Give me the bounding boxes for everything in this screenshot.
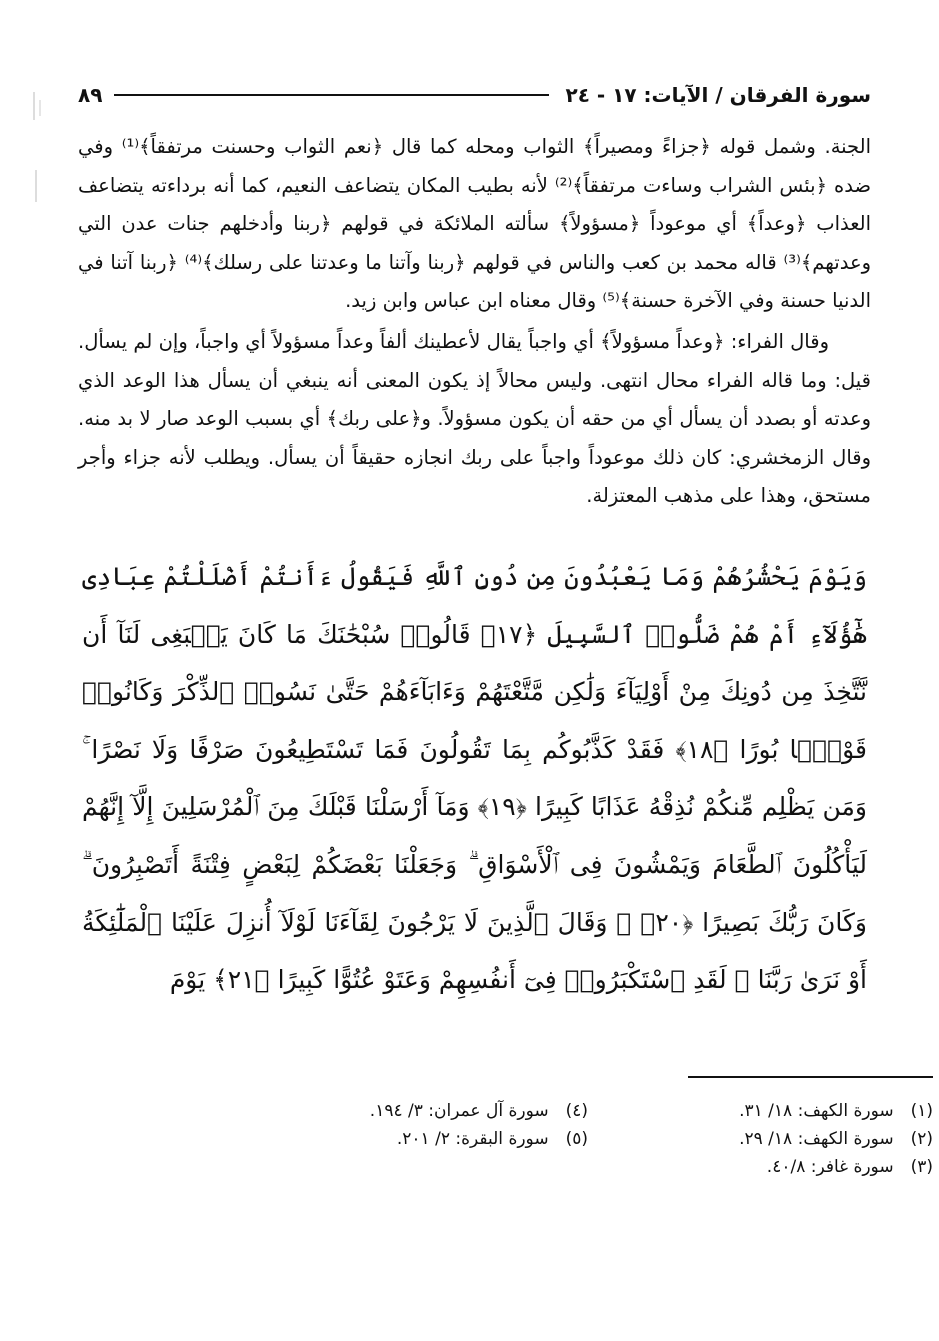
footnote-text: سورة غافر: ٤٠/٨. <box>766 1157 894 1177</box>
footnote-4 <box>288 1097 588 1125</box>
footnote-3 <box>633 1153 933 1181</box>
footnote-5 <box>288 1125 588 1153</box>
footnote-number: (٢) <box>910 1129 933 1149</box>
footnote-2 <box>633 1125 933 1153</box>
commentary-text <box>78 128 871 516</box>
footnote-number: (٤) <box>565 1101 588 1121</box>
running-header <box>78 78 871 112</box>
footnote-text: سورة الكهف: ١٨/ ٣١. <box>739 1101 894 1121</box>
header-title: سورة الفرقان / الآيات: ١٧ - ٢٤ <box>565 83 871 107</box>
footnote-number: (٣) <box>910 1157 933 1177</box>
footnote-separator <box>688 1076 933 1078</box>
header-rule <box>114 94 549 96</box>
footnote-text: سورة البقرة: ٢/ ٢٠١. <box>396 1129 549 1149</box>
footnote-text: سورة الكهف: ١٨/ ٢٩. <box>739 1129 894 1149</box>
footnote-number: (١) <box>910 1101 933 1121</box>
footnote-text: سورة آل عمران: ٣/ ١٩٤. <box>369 1101 549 1121</box>
commentary-paragraph-2: وقال الفراء: ﴿وعداً مسؤولاً﴾ أي واجباً يقال لأعطينك ألفاً وعداً مسؤولاً أي واجباً، وإن لم يسأل. قيل: وما قاله الفراء محال انتهى. وليس محالاً إذ يكون المعنى أنه ينبغي أن يسأل هذا الوعد الذي وعدته أو بصدد أن يسأل أي من حقه أن يكون مسؤولاً. و﴿على ربك﴾ أي بسبب الوعد صار لا بد منه. وقال الزمخشري: كان ذلك موعوداً واجباً على ربك انجازه حقيقاً أن يسأل. ويطلب لأنه جزاء وأجر مستحق، وهذا على مذهب المعتزلة. <box>78 329 871 508</box>
footnote-1 <box>633 1097 933 1125</box>
footnote-number: (٥) <box>565 1129 588 1149</box>
page-number: ٨٩ <box>78 83 103 107</box>
footnotes-right-column <box>633 1097 933 1181</box>
margin-scan-marks <box>30 90 50 210</box>
quran-verses: وَيَوْمَ يَحْشُرُهُمْ وَمَا يَعْبُدُونَ مِن دُونِ ٱللَّهِ فَيَقُولُ ءَأَنتُمْ أَضْلَلْتُمْ عِبَادِى هَٰٓؤُلَآءِ أَمْ هُمْ ضَلُّوا۟ ٱلسَّبِيلَ ﴿١٧﴾ قَالُوا۟ سُبْحَٰنَكَ مَا كَانَ يَنۢبَغِى لَنَآ أَن نَّتَّخِذَ مِن دُونِكَ مِنْ أَوْلِيَآءَ وَلَٰكِن مَّتَّعْتَهُمْ وَءَابَآءَهُمْ حَتَّىٰ نَسُوا۟ ٱلذِّكْرَ وَكَانُوا۟ قَوْمًۢا بُورًا ﴿١٨﴾ فَقَدْ كَذَّبُوكُم بِمَا تَقُولُونَ فَمَا تَسْتَطِيعُونَ صَرْفًا وَلَا نَصْرًا ۚ وَمَن يَظْلِم مِّنكُمْ نُذِقْهُ عَذَابًا كَبِيرًا ﴿١٩﴾ وَمَآ أَرْسَلْنَا قَبْلَكَ مِنَ ٱلْمُرْسَلِينَ إِلَّآ إِنَّهُمْ لَيَأْكُلُونَ ٱلطَّعَامَ وَيَمْشُونَ فِى ٱلْأَسْوَاقِ ۗ وَجَعَلْنَا بَعْضَكُمْ لِبَعْضٍ فِتْنَةً أَتَصْبِرُونَ ۗ وَكَانَ رَبُّكَ بَصِيرًا ﴿٢٠﴾ ۞ وَقَالَ ٱلَّذِينَ لَا يَرْجُونَ لِقَآءَنَا لَوْلَآ أُنزِلَ عَلَيْنَا ٱلْمَلَٰٓئِكَةُ أَوْ نَرَىٰ رَبَّنَا ۗ لَقَدِ ٱسْتَكْبَرُوا۟ فِىٓ أَنفُسِهِمْ وَعَتَوْ عُتُوًّا كَبِيرًا ﴿٢١﴾ يَوْمَ <box>82 561 868 995</box>
commentary-paragraph-1: الجنة. وشمل قوله ﴿جزاءً ومصيراً﴾ الثواب ومحله كما قال ﴿نعم الثواب وحسنت مرتفقاً﴾⁽¹⁾ وفي ضده ﴿بئس الشراب وساءت مرتفقاً﴾⁽²⁾ لأنه بطيب المكان يتضاعف النعيم، كما أنه برداءته يتضاعف العذاب ﴿وعداً﴾ أي موعوداً ﴿مسؤولاً﴾ سألته الملائكة في قولهم ﴿ربنا وأدخلهم جنات عدن التي وعدتهم﴾⁽³⁾ قاله محمد بن كعب والناس في قولهم ﴿ربنا وآتنا ما وعدتنا على رسلك﴾⁽⁴⁾ ﴿ربنا آتنا في الدنيا حسنة وفي الآخرة حسنة﴾⁽⁵⁾ وقال معناه ابن عباس وابن زيد. <box>78 135 871 313</box>
footnotes-left-column <box>288 1097 588 1153</box>
